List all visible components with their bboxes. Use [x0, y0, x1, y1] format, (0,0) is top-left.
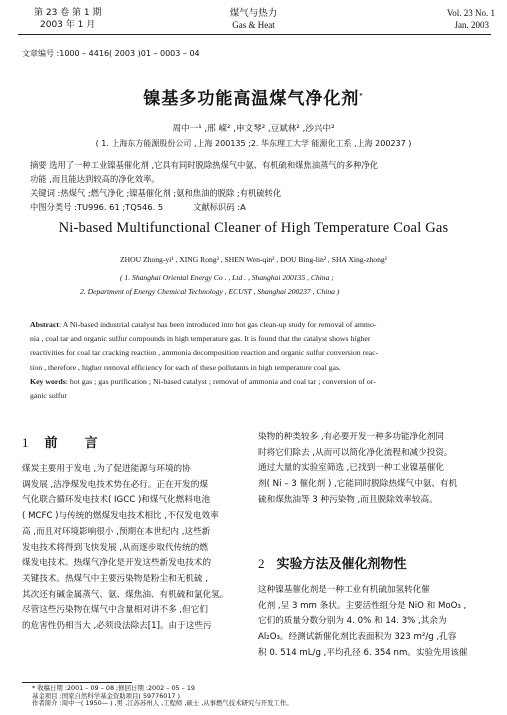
abstract-cn-line: 功能 ,而且能达到较高的净化效率。: [30, 174, 160, 184]
keywords-cn: 关键词 :热煤气 ;燃气净化 ;镍基催化剂 ;氨和焦油的脱除 ;有机硫转化: [30, 188, 282, 198]
abstract-cn-line: 摘要 选用了一种工业镍基催化剂 ,它具有同时脱除热煤气中氨、有机硫和煤焦油蒸气的多种净化: [30, 160, 379, 170]
footnote-rule: [22, 682, 132, 683]
affiliation-en: [30, 271, 480, 299]
header-journal-en: Gas & Heat: [232, 20, 275, 30]
authors-cn: 周中一¹ ,邢 嵘² ,申文琴² ,豆斌林² ,沙兴中²: [172, 124, 335, 134]
article-number: 文章编号 :1000 – 4416( 2003 )01 – 0003 – 04: [22, 49, 200, 58]
affiliation-cn: ( 1. 上海东方能源股份公司 ,上海 200135 ;2. 华东理工大学 能源化工系 ,上海 200237 ): [95, 139, 412, 148]
section-2-heading: [258, 553, 407, 572]
header-date-cn: 2003 年 1 月: [40, 20, 96, 30]
right-column-text-bottom: 这种镍基催化剂是一种工业有机硫加氢转化催 化剂 ,呈 3 mm 条状。主要活性组分是 NiO 和 MoO₃ , 它们的质量分数分别为 4. 0% 和 14. 3% ,其余为 Al₂O₃。经测试新催化剂比表面积为 323 m²/g ,孔容 积 0. 514 mL/g ,平均孔径 6. 354 nm。实验先用该催: [258, 585, 468, 658]
abstract-en-label: Abstract: [30, 320, 60, 329]
classification-row: [30, 200, 490, 214]
footnotes: [32, 685, 492, 708]
section-1-title: 前 言: [44, 436, 98, 451]
footnote-author-bio: 作者简介 :周中一( 1950— ) ,男 ,江苏苏州人 ,工程师 ,硕士 ,从事燃气技术研究与开发工作。: [32, 699, 293, 708]
authors-en: ZHOU Zhong-yi¹ , XING Rong² , SHEN Wen-qin² , DOU Bing-lin² , SHA Xing-zhong²: [120, 255, 387, 264]
section-1-heading: [22, 432, 98, 451]
header-volume-en: Vol. 23 No. 1: [446, 8, 495, 18]
footnote-funding: 基金项目 :国家自然科学基金资助项目( 59776017 ): [32, 691, 181, 700]
section-2-title: 实验方法及催化剂物性: [276, 557, 407, 572]
header-journal-cn: 煤气与热力: [229, 8, 278, 19]
header-volume-issue: 第 23 卷 第 1 期: [34, 8, 102, 18]
footnote-received: * 收稿日期 :2001 – 09 – 08 ;修回日期 :2002 – 05 – 19: [32, 684, 195, 692]
abstract-cn: [30, 158, 490, 214]
title-cn: 镍基多功能高温煤气净化剂*: [143, 89, 364, 109]
section-1-number: 1: [22, 435, 29, 450]
title-en: Ni-based Multifunctional Cleaner of High Temperature Coal Gas: [58, 220, 449, 236]
keywords-en-label: Key words: [30, 376, 66, 386]
affiliation-en-line: 2. Department of Energy Chemical Technology , ECUST , Shanghai 200237 , China ): [80, 287, 340, 296]
clc-number: 中图分类号 :TU996. 61 ;TQ546. 5: [30, 202, 164, 212]
affiliation-en-line: ( 1. Shanghai Oriental Energy Co . , Ltd . , Shanghai 200135 , China ;: [120, 273, 334, 282]
section-2-number: 2: [258, 556, 265, 571]
document-code: 文献标识码 :A: [193, 202, 246, 212]
abstract-en: Abstract: A Ni-based industrial catalyst has been introduced into hot gas clean-up study for removal of ammo- nia , coal tar and organic sulfur compounds in high temperature gas. It is found that the catalyst shows higher reactivities for coal tar cracking reaction , ammonia decomposition reaction and organic sulfur conversion reac- tion , therefore , higher removal efficiency for each of these pollutants in high temperature coal gas. Key words: hot gas ; gas purification ; Ni-based catalyst ; removal of ammonia and coal tar ; conversion of or- ganic sulfur: [30, 320, 379, 401]
header-date-en: Jan. 2003: [454, 20, 489, 30]
header-rule: [18, 34, 491, 35]
left-column-text: 煤炭主要用于发电 ,为了促进能源与环境的协 调发展 ,洁净煤发电技术势在必行。正在开发的煤 气化联合循环发电技术( IGCC )和煤气化燃料电池 ( MCFC )与传统的燃煤发电技术相比 ,不仅发电效率 高 ,而且对环境影响很小 ,预期在本世纪内 ,这些新 发电技术将得到飞快发展 ,从而逐步取代传统的燃 煤发电技术。热煤气净化是开发这些新发电技术的 关键技术。热煤气中主要污染物是粉尘和无机硫 , 其次还有碱金属蒸气、氨、煤焦油、有机硫和氯化氢。 尽管这些污染物在煤气中含量相对讲不多 ,但它们 的危害性仍相当大 ,必须设法除去[1]。由于这些污: [22, 464, 229, 632]
right-column-text-top: 染物的种类较多 ,有必要开发一种多功能净化剂同 时将它们除去 ,从而可以简化净化流程和减少投资。 通过大量的实验室筛选 ,已找到一种工业镍基催化 剂( Ni – 3 催化剂 ) ,它能同时脱除热煤气中氨、有机 硫和煤焦油等 3 种污染物 ,而且脱除效率较高。: [258, 432, 458, 505]
